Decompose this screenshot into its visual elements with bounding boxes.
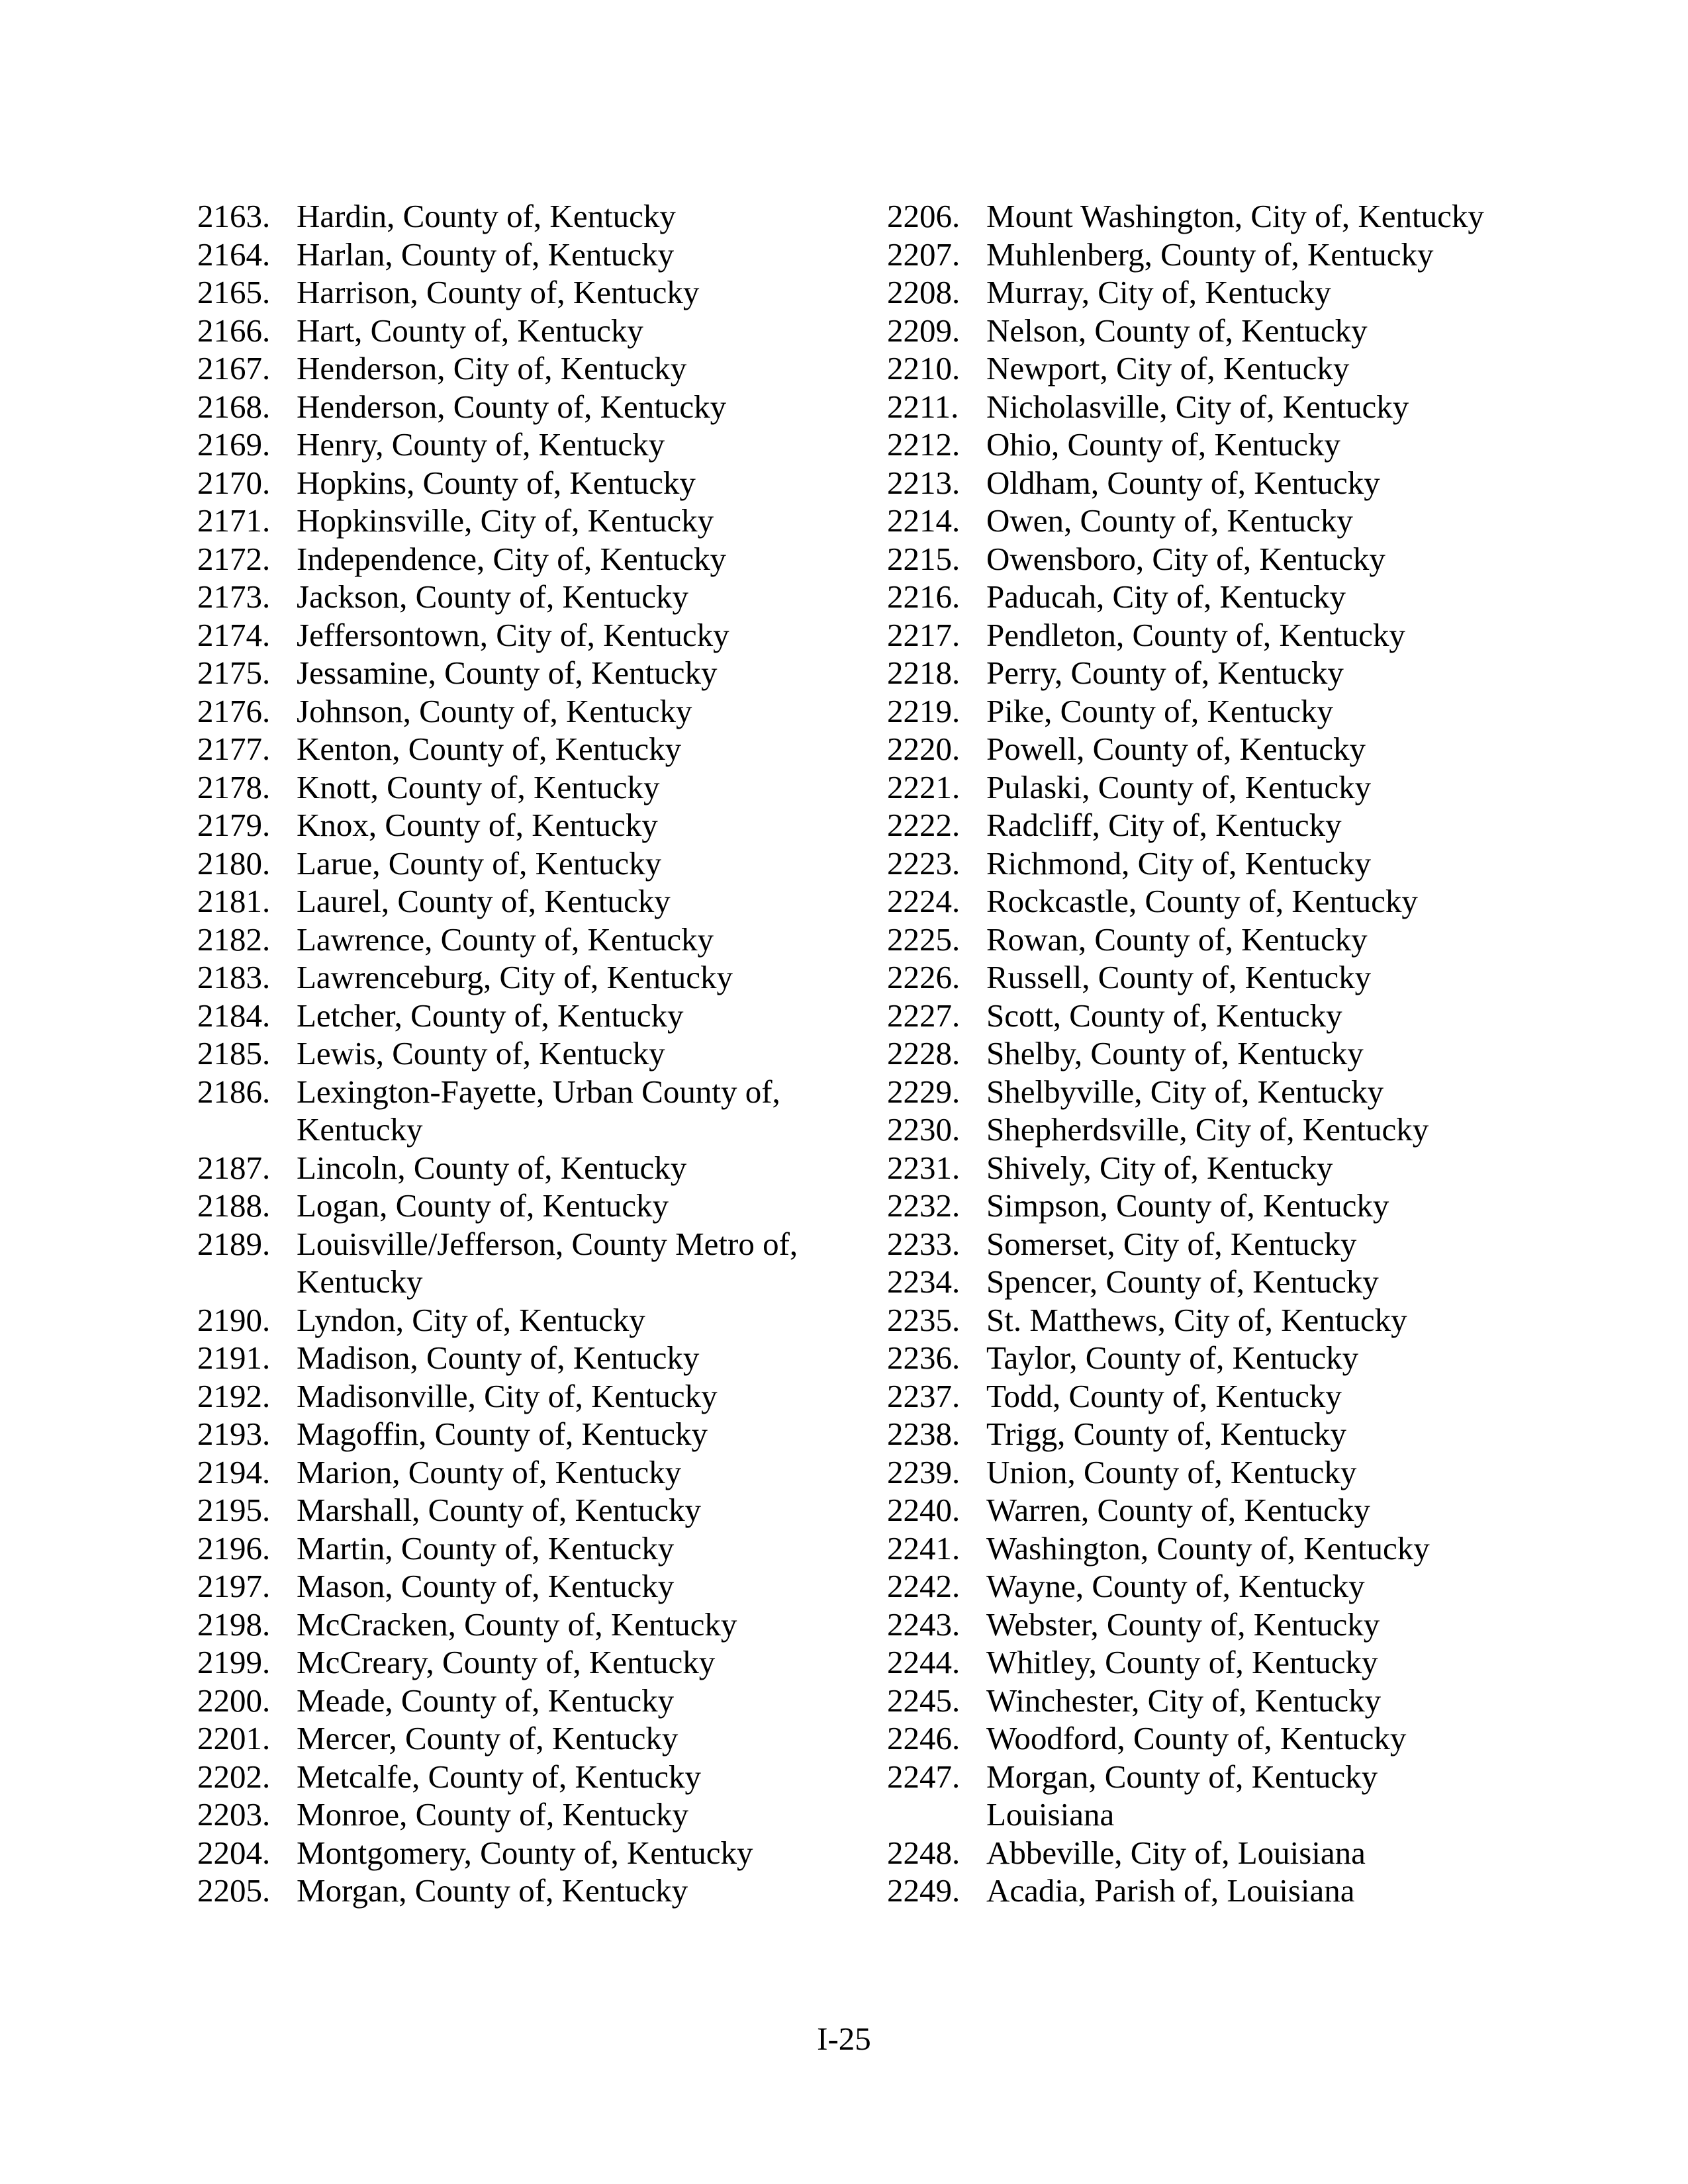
item-name: Todd, County of, Kentucky xyxy=(986,1377,1342,1414)
item-number: 2202. xyxy=(197,1758,271,1795)
item-number: 2199. xyxy=(197,1644,271,1680)
item-number: 2166. xyxy=(197,312,271,349)
item-name: Madisonville, City of, Kentucky xyxy=(297,1377,718,1414)
list-item xyxy=(887,882,1523,921)
list-item xyxy=(887,806,1523,844)
item-name: Owensboro, City of, Kentucky xyxy=(986,540,1385,577)
item-number: 2233. xyxy=(887,1225,961,1262)
item-number: 2228. xyxy=(887,1035,961,1071)
item-name: Henry, County of, Kentucky xyxy=(297,426,665,463)
list-item xyxy=(887,692,1523,731)
list-item xyxy=(887,197,1523,236)
item-name: Rowan, County of, Kentucky xyxy=(986,921,1368,958)
item-number: 2186. xyxy=(197,1073,271,1110)
list-item xyxy=(887,502,1523,540)
item-name: Somerset, City of, Kentucky xyxy=(986,1225,1357,1262)
item-number: 2211. xyxy=(887,388,959,425)
list-item xyxy=(197,312,859,350)
list-item xyxy=(197,1491,859,1529)
item-number: 2200. xyxy=(197,1682,271,1719)
item-number: 2227. xyxy=(887,997,961,1034)
list-item xyxy=(197,1301,859,1340)
page-number: I-25 xyxy=(817,2021,871,2057)
item-name: Whitley, County of, Kentucky xyxy=(986,1644,1378,1680)
list-item xyxy=(197,921,859,959)
list-item xyxy=(887,1263,1523,1301)
item-number: 2245. xyxy=(887,1682,961,1719)
item-name: Winchester, City of, Kentucky xyxy=(986,1682,1382,1719)
item-name: Pulaski, County of, Kentucky xyxy=(986,768,1372,805)
list-item xyxy=(197,806,859,844)
list-item xyxy=(887,1149,1523,1187)
list-item xyxy=(887,1415,1523,1453)
list-item xyxy=(197,616,859,655)
item-name: Harlan, County of, Kentucky xyxy=(297,236,675,273)
item-number: 2221. xyxy=(887,768,961,805)
list-item xyxy=(887,1758,1523,1796)
item-name: Lewis, County of, Kentucky xyxy=(297,1035,665,1071)
item-name: Kenton, County of, Kentucky xyxy=(297,731,682,767)
item-number: 2170. xyxy=(197,464,271,501)
item-number: 2240. xyxy=(887,1492,961,1528)
list-item xyxy=(197,197,859,236)
item-number: 2220. xyxy=(887,731,961,767)
item-name: Simpson, County of, Kentucky xyxy=(986,1187,1389,1224)
item-name: Marshall, County of, Kentucky xyxy=(297,1492,702,1528)
item-name: Wayne, County of, Kentucky xyxy=(986,1568,1365,1604)
list-item xyxy=(197,502,859,540)
item-name: Mount Washington, City of, Kentucky xyxy=(986,198,1484,234)
item-number: 2184. xyxy=(197,997,271,1034)
item-number: 2223. xyxy=(887,844,961,882)
item-number: 2168. xyxy=(197,388,271,425)
item-name: Woodford, County of, Kentucky xyxy=(986,1720,1407,1756)
item-name: Shelby, County of, Kentucky xyxy=(986,1035,1364,1071)
item-number: 2222. xyxy=(887,807,961,843)
list-item xyxy=(197,1453,859,1492)
item-name: Shively, City of, Kentucky xyxy=(986,1149,1333,1186)
list-item xyxy=(887,1453,1523,1492)
item-name: Newport, City of, Kentucky xyxy=(986,350,1350,387)
item-number: 2176. xyxy=(197,692,271,729)
item-number: 2175. xyxy=(197,655,271,691)
item-name: Metcalfe, County of, Kentucky xyxy=(297,1758,701,1795)
item-number: 2239. xyxy=(887,1453,961,1490)
item-number: 2207. xyxy=(887,236,961,273)
list-item xyxy=(887,1073,1523,1111)
item-name: Lexington-Fayette, Urban County of, Kentucky xyxy=(297,1073,780,1148)
item-number: 2204. xyxy=(197,1834,271,1871)
item-name: Johnson, County of, Kentucky xyxy=(297,692,692,729)
item-name: Letcher, County of, Kentucky xyxy=(297,997,684,1034)
item-number: 2219. xyxy=(887,692,961,729)
list-item xyxy=(887,1301,1523,1340)
list-item xyxy=(197,1606,859,1644)
item-name: Muhlenberg, County of, Kentucky xyxy=(986,236,1434,273)
item-name: Perry, County of, Kentucky xyxy=(986,655,1344,691)
item-number: 2163. xyxy=(197,198,271,234)
item-number: 2189. xyxy=(197,1225,271,1262)
list-item xyxy=(887,1872,1523,1910)
item-number: 2242. xyxy=(887,1568,961,1604)
list-item xyxy=(197,844,859,883)
left-column-list xyxy=(197,197,859,1910)
item-name: Jackson, County of, Kentucky xyxy=(297,578,688,615)
item-number: 2167. xyxy=(197,350,271,387)
item-name: Morgan, County of, Kentucky xyxy=(297,1872,688,1909)
item-number: 2191. xyxy=(197,1340,271,1376)
list-item xyxy=(887,426,1523,464)
list-item xyxy=(887,1111,1523,1149)
item-number: 2180. xyxy=(197,844,271,882)
list-item xyxy=(197,1187,859,1225)
item-name: Washington, County of, Kentucky xyxy=(986,1529,1430,1567)
list-item xyxy=(887,1225,1523,1263)
item-name: Taylor, County of, Kentucky xyxy=(986,1340,1359,1376)
item-name: Union, County of, Kentucky xyxy=(986,1453,1357,1490)
list-item xyxy=(887,1529,1523,1568)
item-name: Scott, County of, Kentucky xyxy=(986,997,1342,1034)
item-name: Russell, County of, Kentucky xyxy=(986,959,1372,995)
item-name: Pike, County of, Kentucky xyxy=(986,692,1333,729)
item-number: 2171. xyxy=(197,502,271,539)
list-item xyxy=(887,654,1523,692)
item-number: 2194. xyxy=(197,1453,271,1490)
list-item xyxy=(887,1643,1523,1682)
list-item xyxy=(197,1682,859,1720)
list-item xyxy=(197,997,859,1035)
item-number: 2215. xyxy=(887,540,961,577)
item-name: Madison, County of, Kentucky xyxy=(297,1340,700,1376)
item-name: Richmond, City of, Kentucky xyxy=(986,844,1372,882)
item-number: 2181. xyxy=(197,883,271,919)
item-name: Monroe, County of, Kentucky xyxy=(297,1796,688,1833)
list-item xyxy=(887,1567,1523,1606)
item-number: 2203. xyxy=(197,1796,271,1833)
item-number: 2244. xyxy=(887,1644,961,1680)
item-name: Henderson, County of, Kentucky xyxy=(297,388,727,425)
item-name: Lawrence, County of, Kentucky xyxy=(297,921,714,958)
list-item xyxy=(887,844,1523,883)
item-number: 2185. xyxy=(197,1035,271,1071)
list-item xyxy=(197,1073,859,1149)
list-item xyxy=(887,730,1523,768)
item-name: Owen, County of, Kentucky xyxy=(986,502,1353,539)
item-name: Independence, City of, Kentucky xyxy=(297,540,727,577)
item-number: 2179. xyxy=(197,807,271,843)
item-name: Nelson, County of, Kentucky xyxy=(986,312,1368,349)
item-number: 2229. xyxy=(887,1073,961,1110)
item-name: Hopkinsville, City of, Kentucky xyxy=(297,502,714,539)
list-item xyxy=(197,578,859,616)
list-item xyxy=(197,349,859,388)
item-number: 2212. xyxy=(887,426,961,463)
item-name: Knott, County of, Kentucky xyxy=(297,768,660,805)
item-number: 2178. xyxy=(197,768,271,805)
item-name: Spencer, County of, Kentucky xyxy=(986,1263,1379,1300)
item-name: Montgomery, County of, Kentucky xyxy=(297,1834,753,1871)
item-number: 2196. xyxy=(197,1529,271,1567)
item-name: Hart, County of, Kentucky xyxy=(297,312,643,349)
item-name: Shepherdsville, City of, Kentucky xyxy=(986,1111,1429,1148)
list-item xyxy=(887,349,1523,388)
item-number: 2224. xyxy=(887,883,961,919)
list-item xyxy=(197,654,859,692)
list-item xyxy=(887,464,1523,502)
list-item xyxy=(197,1149,859,1187)
list-item xyxy=(197,882,859,921)
list-item xyxy=(197,236,859,274)
item-number: 2213. xyxy=(887,464,961,501)
list-item xyxy=(197,1758,859,1796)
item-number: 2198. xyxy=(197,1606,271,1643)
item-number: 2201. xyxy=(197,1720,271,1756)
list-item xyxy=(887,578,1523,616)
list-item xyxy=(887,768,1523,807)
list-item xyxy=(197,1415,859,1453)
item-name: Louisville/Jefferson, County Metro of, Kentucky xyxy=(297,1225,798,1300)
item-number: 2209. xyxy=(887,312,961,349)
item-number: 2235. xyxy=(887,1301,961,1338)
item-name: Morgan, County of, Kentucky xyxy=(986,1758,1378,1795)
item-number: 2232. xyxy=(887,1187,961,1224)
item-name: Rockcastle, County of, Kentucky xyxy=(986,883,1418,919)
item-name: Knox, County of, Kentucky xyxy=(297,807,658,843)
item-number: 2169. xyxy=(197,426,271,463)
list-item xyxy=(197,730,859,768)
list-item xyxy=(197,540,859,578)
item-name: Lyndon, City of, Kentucky xyxy=(297,1301,645,1338)
item-name: Oldham, County of, Kentucky xyxy=(986,464,1380,501)
item-number: 2248. xyxy=(887,1834,961,1871)
list-item xyxy=(197,388,859,426)
item-name: Jeffersontown, City of, Kentucky xyxy=(297,616,729,653)
list-item xyxy=(887,1719,1523,1758)
list-item xyxy=(887,1834,1523,1872)
item-number: 2243. xyxy=(887,1606,961,1643)
item-number: 2246. xyxy=(887,1720,961,1756)
item-name: Harrison, County of, Kentucky xyxy=(297,274,700,310)
item-name: Henderson, City of, Kentucky xyxy=(297,350,687,387)
item-number: 2188. xyxy=(197,1187,271,1224)
item-number: 2164. xyxy=(197,236,271,273)
item-name: Webster, County of, Kentucky xyxy=(986,1606,1380,1643)
item-number: 2195. xyxy=(197,1492,271,1528)
item-name: Radcliff, City of, Kentucky xyxy=(986,807,1342,843)
list-item xyxy=(197,1339,859,1377)
item-name: Marion, County of, Kentucky xyxy=(297,1453,682,1490)
list-item xyxy=(197,768,859,807)
list-item xyxy=(197,464,859,502)
right-column-list xyxy=(887,197,1523,1910)
item-number: 2177. xyxy=(197,731,271,767)
item-number: 2182. xyxy=(197,921,271,958)
item-name: Laurel, County of, Kentucky xyxy=(297,883,671,919)
state-heading: Louisiana xyxy=(986,1796,1115,1833)
item-name: Larue, County of, Kentucky xyxy=(297,844,662,882)
item-name: Nicholasville, City of, Kentucky xyxy=(986,388,1409,425)
list-item xyxy=(887,616,1523,655)
item-number: 2225. xyxy=(887,921,961,958)
item-name: Hopkins, County of, Kentucky xyxy=(297,464,696,501)
list-item xyxy=(887,1339,1523,1377)
item-number: 2231. xyxy=(887,1149,961,1186)
item-name: Mason, County of, Kentucky xyxy=(297,1568,675,1604)
item-number: 2218. xyxy=(887,655,961,691)
item-name: Pendleton, County of, Kentucky xyxy=(986,616,1405,653)
item-name: Paducah, City of, Kentucky xyxy=(986,578,1346,615)
list-item xyxy=(887,1034,1523,1073)
list-item xyxy=(887,1377,1523,1416)
item-number: 2205. xyxy=(197,1872,271,1909)
list-item xyxy=(197,1719,859,1758)
item-number: 2183. xyxy=(197,959,271,995)
list-item xyxy=(887,1491,1523,1529)
list-item xyxy=(887,1187,1523,1225)
item-number: 2206. xyxy=(887,198,961,234)
item-number: 2236. xyxy=(887,1340,961,1376)
item-number: 2192. xyxy=(197,1377,271,1414)
list-item xyxy=(887,540,1523,578)
item-name: Meade, County of, Kentucky xyxy=(297,1682,675,1719)
item-number: 2249. xyxy=(887,1872,961,1909)
list-item xyxy=(887,273,1523,312)
item-number: 2193. xyxy=(197,1416,271,1452)
item-number: 2165. xyxy=(197,274,271,310)
item-name: McCreary, County of, Kentucky xyxy=(297,1644,716,1680)
item-name: Shelbyville, City of, Kentucky xyxy=(986,1073,1384,1110)
list-item xyxy=(197,1034,859,1073)
list-item xyxy=(887,997,1523,1035)
item-name: Jessamine, County of, Kentucky xyxy=(297,655,718,691)
item-name: Abbeville, City of, Louisiana xyxy=(986,1834,1366,1871)
item-number: 2237. xyxy=(887,1377,961,1414)
list-item xyxy=(197,1567,859,1606)
item-name: Ohio, County of, Kentucky xyxy=(986,426,1340,463)
list-item xyxy=(197,1225,859,1301)
item-name: Lawrenceburg, City of, Kentucky xyxy=(297,959,733,995)
list-item xyxy=(887,1682,1523,1720)
list-item xyxy=(197,1529,859,1568)
item-number: 2214. xyxy=(887,502,961,539)
list-item xyxy=(197,692,859,731)
item-number: 2190. xyxy=(197,1301,271,1338)
item-name: Warren, County of, Kentucky xyxy=(986,1492,1370,1528)
item-name: Logan, County of, Kentucky xyxy=(297,1187,669,1224)
item-name: Mercer, County of, Kentucky xyxy=(297,1720,679,1756)
list-item xyxy=(197,273,859,312)
list-item xyxy=(197,1377,859,1416)
item-number: 2216. xyxy=(887,578,961,615)
list-item xyxy=(887,958,1523,997)
list-item xyxy=(887,312,1523,350)
item-number: 2172. xyxy=(197,540,271,577)
item-number: 2197. xyxy=(197,1568,271,1604)
list-item xyxy=(197,426,859,464)
list-item xyxy=(197,958,859,997)
item-number: 2174. xyxy=(197,616,271,653)
item-name: Magoffin, County of, Kentucky xyxy=(297,1416,708,1452)
item-number: 2187. xyxy=(197,1149,271,1186)
item-number: 2208. xyxy=(887,274,961,310)
item-name: Lincoln, County of, Kentucky xyxy=(297,1149,687,1186)
item-number: 2226. xyxy=(887,959,961,995)
item-name: Acadia, Parish of, Louisiana xyxy=(986,1872,1355,1909)
list-item xyxy=(197,1872,859,1910)
item-name: Martin, County of, Kentucky xyxy=(297,1529,675,1567)
item-number: 2230. xyxy=(887,1111,961,1148)
item-number: 2241. xyxy=(887,1529,961,1567)
list-item xyxy=(887,236,1523,274)
item-number: 2247. xyxy=(887,1758,961,1795)
item-name: St. Matthews, City of, Kentucky xyxy=(986,1301,1407,1338)
item-number: 2234. xyxy=(887,1263,961,1300)
list-item xyxy=(887,388,1523,426)
list-item xyxy=(887,921,1523,959)
item-number: 2217. xyxy=(887,616,961,653)
list-item xyxy=(197,1643,859,1682)
item-name: Powell, County of, Kentucky xyxy=(986,731,1366,767)
item-number: 2173. xyxy=(197,578,271,615)
list-item xyxy=(887,1606,1523,1644)
item-name: McCracken, County of, Kentucky xyxy=(297,1606,737,1643)
item-name: Murray, City of, Kentucky xyxy=(986,274,1331,310)
item-number: 2238. xyxy=(887,1416,961,1452)
list-item xyxy=(197,1834,859,1872)
item-name: Trigg, County of, Kentucky xyxy=(986,1416,1347,1452)
item-name: Hardin, County of, Kentucky xyxy=(297,198,676,234)
list-item xyxy=(197,1796,859,1834)
item-number: 2210. xyxy=(887,350,961,387)
